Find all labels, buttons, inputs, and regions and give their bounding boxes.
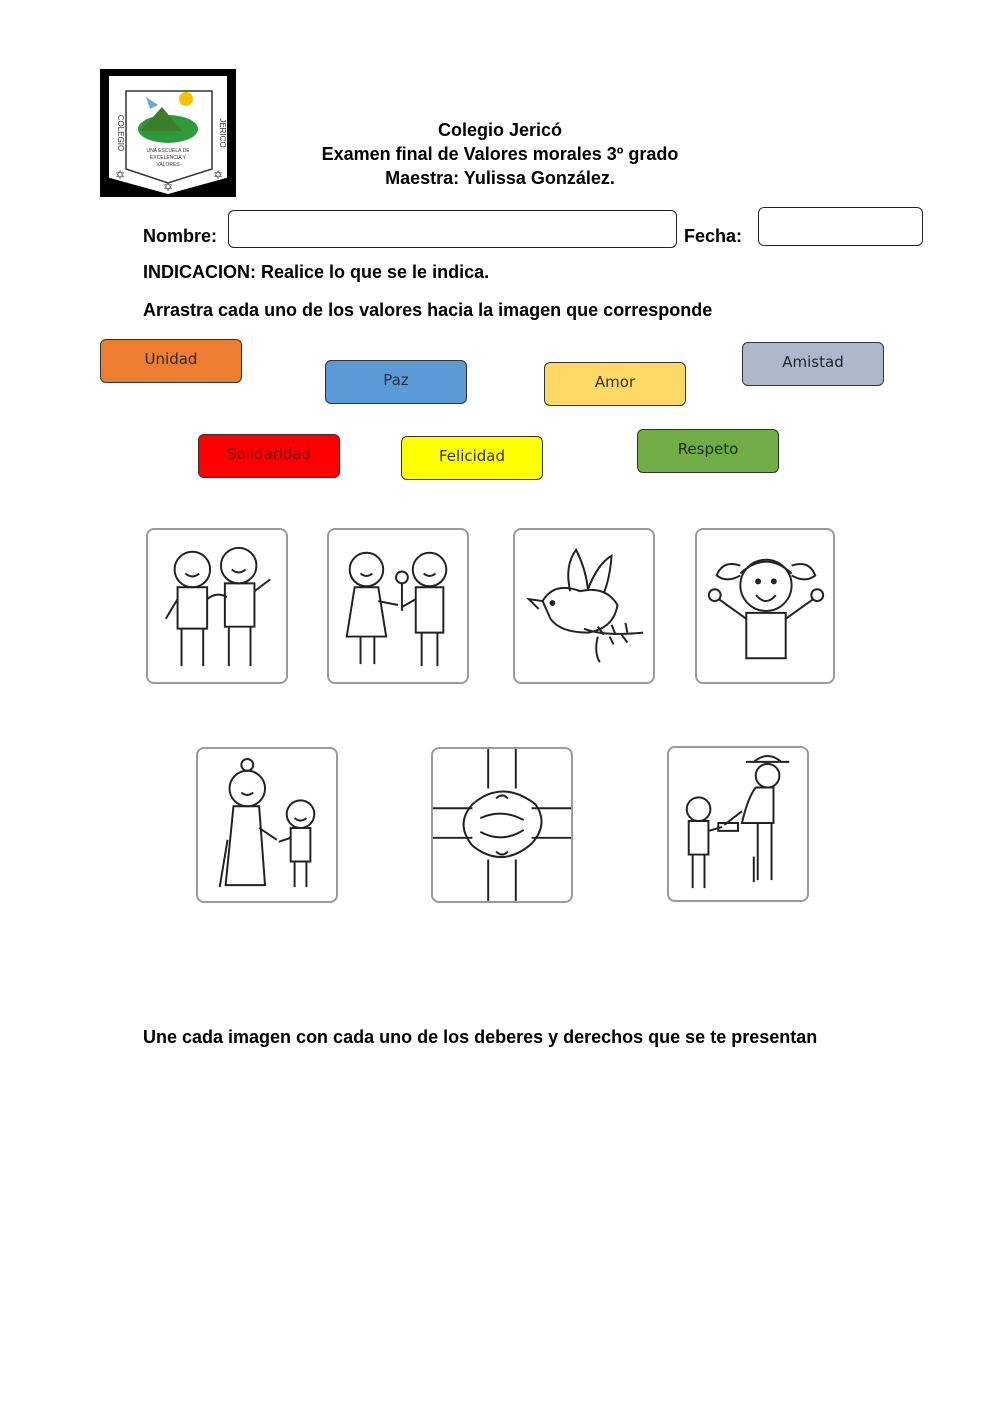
indication-text: INDICACION: Realice lo que se le indica.: [143, 262, 490, 282]
logo-motto-1: UNA ESCUELA DE: [146, 148, 190, 154]
drag-instruction: Arrastra cada uno de los valores hacia la imagen que corresponde: [143, 300, 713, 320]
match-instruction: Une cada imagen con cada uno de los deberes y derechos que se te presentan: [143, 1027, 818, 1047]
image-card-friends[interactable]: [146, 528, 288, 684]
grandmother-with-child-icon: [198, 749, 336, 901]
dove-with-olive-branch-icon: [515, 530, 653, 682]
image-card-hands[interactable]: [431, 747, 573, 903]
value-chip-solidaridad[interactable]: Solidaridad: [198, 434, 340, 478]
happy-girl-icon: [697, 530, 833, 682]
value-chip-amistad[interactable]: Amistad: [742, 342, 884, 386]
image-card-grandmother[interactable]: [196, 747, 338, 903]
school-name: Colegio Jericó: [437, 120, 563, 140]
joined-hands-icon: [433, 749, 571, 901]
logo-left-text: COLEGIO: [116, 114, 125, 152]
friends-hugging-icon: [148, 530, 286, 682]
value-chip-felicidad[interactable]: Felicidad: [401, 436, 543, 480]
teacher-name: Maestra: Yulissa González.: [385, 168, 615, 188]
value-chip-paz[interactable]: Paz: [325, 360, 467, 404]
exam-title: Examen final de Valores morales 3º grado: [321, 144, 679, 164]
image-card-dove[interactable]: [513, 528, 655, 684]
value-chip-respeto[interactable]: Respeto: [637, 429, 779, 473]
name-label: Nombre:: [143, 226, 218, 246]
value-chip-amor[interactable]: Amor: [544, 362, 686, 406]
date-label: Fecha:: [684, 226, 743, 246]
image-card-flower[interactable]: [327, 528, 469, 684]
boy-helping-elder-icon: [669, 748, 807, 900]
logo-motto-3: VALORES: [156, 162, 180, 168]
date-input[interactable]: [758, 207, 923, 246]
image-card-girl[interactable]: [695, 528, 835, 684]
name-input[interactable]: [228, 210, 677, 248]
svg-text:✡: ✡: [162, 180, 174, 194]
logo-motto-2: EXCELENCIA Y: [149, 155, 187, 161]
boy-giving-flower-icon: [329, 530, 467, 682]
logo-right-text: JERICO: [218, 118, 227, 148]
svg-text:✡: ✡: [114, 168, 126, 182]
svg-text:✡: ✡: [212, 168, 224, 182]
image-card-elder[interactable]: [667, 746, 809, 902]
value-chip-unidad[interactable]: Unidad: [100, 339, 242, 383]
